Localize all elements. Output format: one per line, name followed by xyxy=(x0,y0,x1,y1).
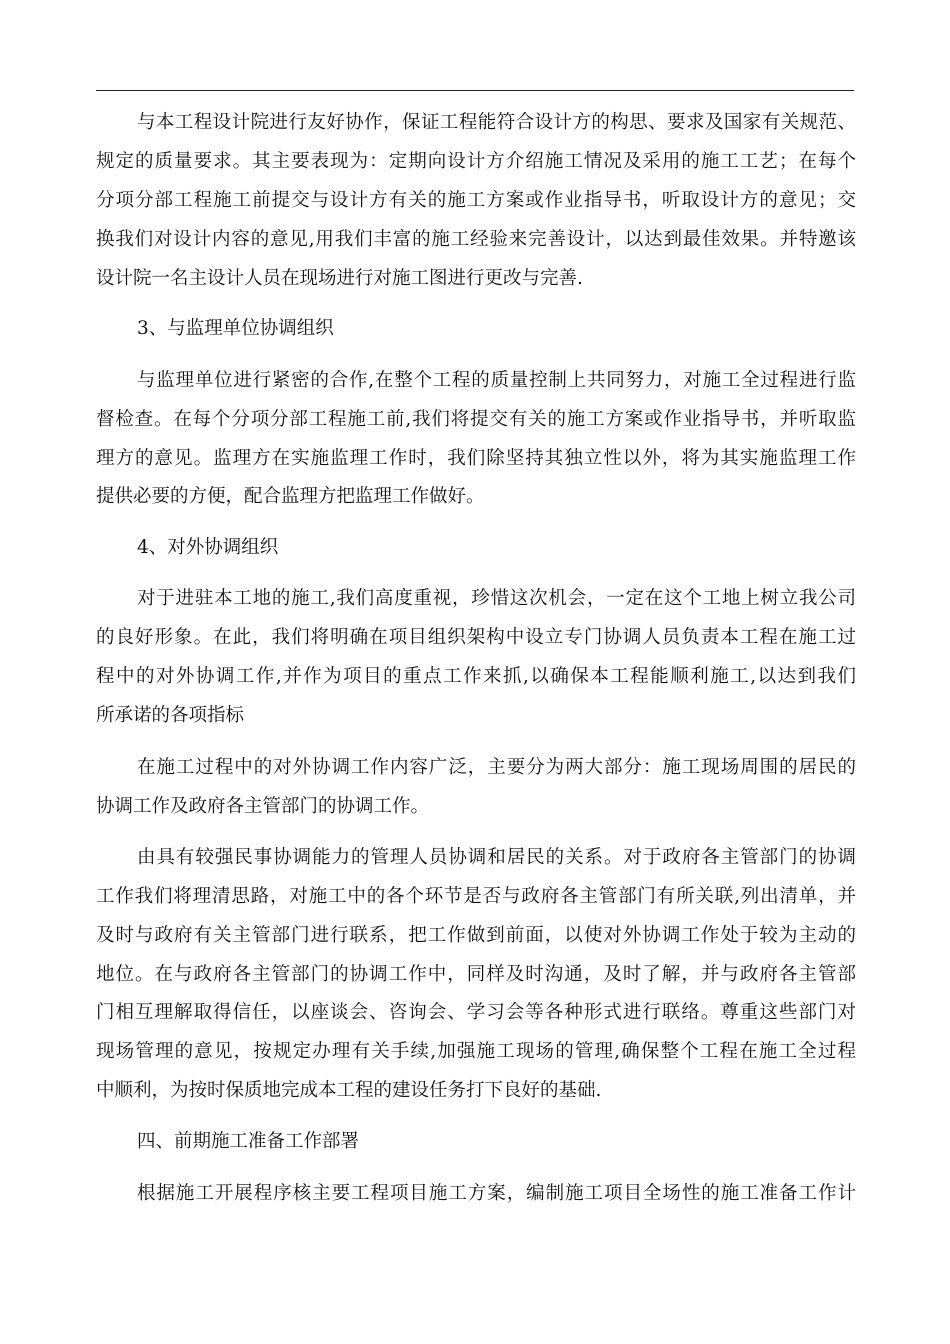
p2-line-2: 督检查。在每个分项分部工程施工前,我们将提交有关的施工方案或作业指导书，并听取监 xyxy=(96,409,856,430)
section-heading-4: 4、对外协调组织 xyxy=(137,537,279,558)
header-rule xyxy=(96,90,854,91)
p3-line-3: 程中的对外协调工作,并作为项目的重点工作来抓,以确保本工程能顺利施工,以达到我们 xyxy=(96,666,856,687)
p5-line-6: 现场管理的意见，按规定办理有关手续,加强施工现场的管理,确保整个工程在施工全过程 xyxy=(96,1041,856,1062)
section-heading-four: 四、前期施工准备工作部署 xyxy=(137,1131,360,1152)
p5-line-4: 地位。在与政府各主管部门的协调工作中，同样及时沟通，及时了解，并与政府各主管部 xyxy=(96,964,856,985)
p3-line-4: 所承诺的各项指标 xyxy=(96,705,245,726)
section-heading-3: 3、与监理单位协调组织 xyxy=(137,318,334,339)
p3-line-1: 对于进驻本工地的施工,我们高度重视，珍惜这次机会，一定在这个工地上树立我公司 xyxy=(137,588,856,609)
p2-line-4: 提供必要的方便，配合监理方把监理工作做好。 xyxy=(96,486,485,507)
p5-line-3: 及时与政府有关主管部门进行联系，把工作做到前面，以使对外协调工作处于较为主动的 xyxy=(96,925,856,946)
p5-line-1: 由具有较强民事协调能力的管理人员协调和居民的关系。对于政府各主管部门的协调 xyxy=(137,847,856,868)
p1-line-4: 换我们对设计内容的意见,用我们丰富的施工经验来完善设计，以达到最佳效果。并特邀该 xyxy=(96,229,856,250)
p2-line-1: 与监理单位进行紧密的合作,在整个工程的质量控制上共同努力，对施工全过程进行监 xyxy=(137,370,856,391)
p5-line-7: 中顺利，为按时保质地完成本工程的建设任务打下良好的基础. xyxy=(96,1080,602,1101)
p3-line-2: 的良好形象。在此，我们将明确在项目组织架构中设立专门协调人员负责本工程在施工过 xyxy=(96,627,856,648)
p1-line-5: 设计院一名主设计人员在现场进行对施工图进行更改与完善. xyxy=(96,268,583,289)
p4-line-1: 在施工过程中的对外协调工作内容广泛，主要分为两大部分：施工现场周围的居民的 xyxy=(137,757,856,778)
p6-line-1: 根据施工开展程序核主要工程项目施工方案，编制施工项目全场性的施工准备工作计 xyxy=(137,1183,856,1204)
p5-line-5: 门相互理解取得信任，以座谈会、咨询会、学习会等各种形式进行联络。尊重这些部门对 xyxy=(96,1002,856,1023)
p1-line-2: 规定的质量要求。其主要表现为：定期向设计方介绍施工情况及采用的施工工艺；在每个 xyxy=(96,151,856,172)
p4-line-2: 协调工作及政府各主管部门的协调工作。 xyxy=(96,796,430,817)
p2-line-3: 理方的意见。监理方在实施监理工作时，我们除坚持其独立性以外，将为其实施监理工作 xyxy=(96,448,856,469)
p5-line-2: 工作我们将理清思路，对施工中的各个环节是否与政府各主管部门有所关联,列出清单，并 xyxy=(96,886,856,907)
p1-line-3: 分项分部工程施工前提交与设计方有关的施工方案或作业指导书，听取设计方的意见；交 xyxy=(96,190,856,211)
p1-line-1: 与本工程设计院进行友好协作，保证工程能符合设计方的构思、要求及国家有关规范、 xyxy=(137,112,856,133)
